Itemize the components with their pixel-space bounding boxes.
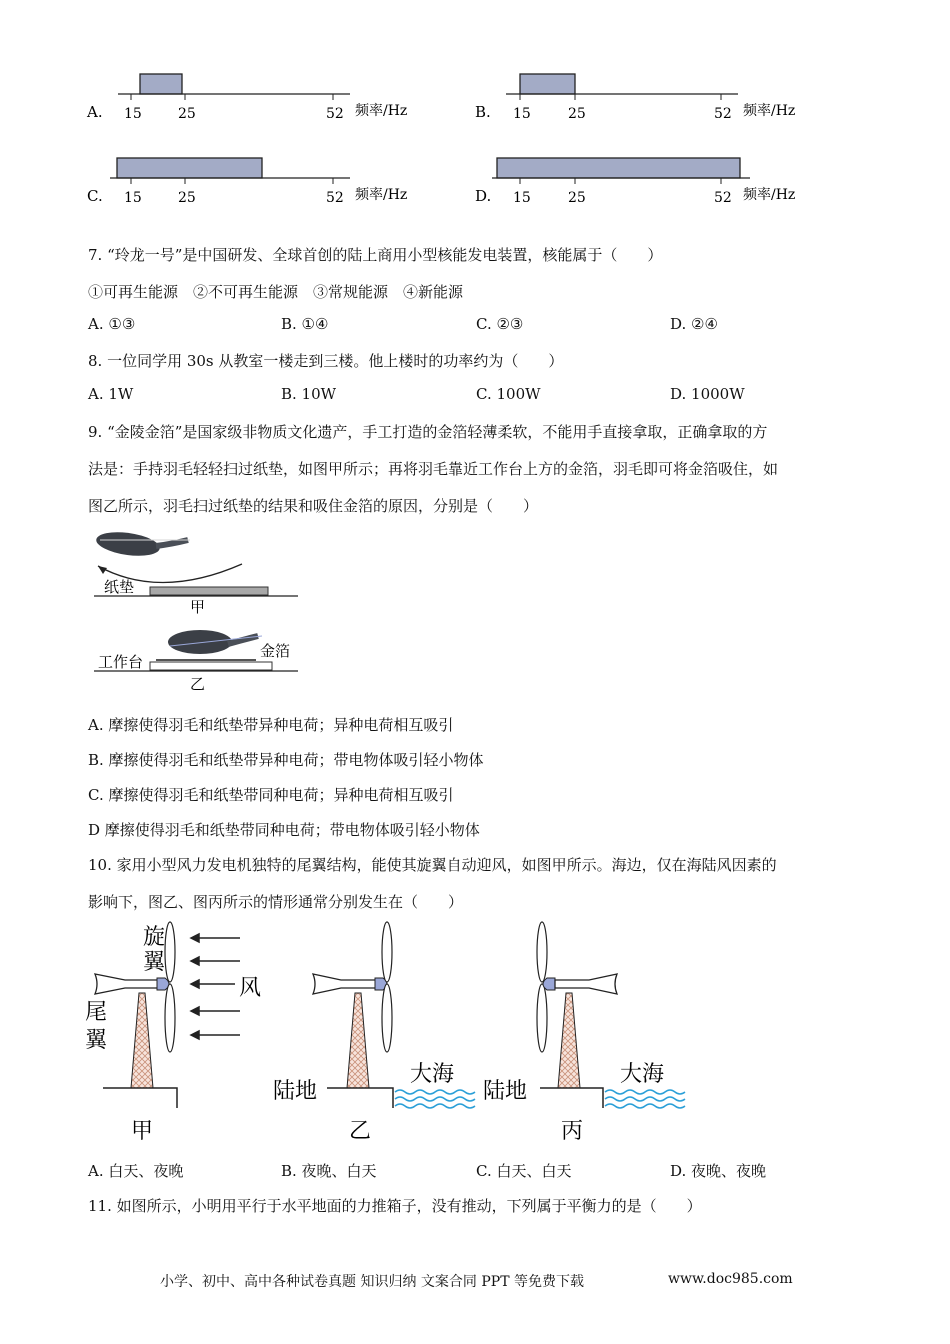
label-yi: 乙 [349,1119,372,1144]
frequency-options-figure [80,60,820,220]
freq-axis-unit: 频率/Hz [743,187,796,203]
q9-stem-line-2: 法是：手持羽毛轻轻扫过纸垫，如图甲所示；再将羽毛靠近工作台上方的金箔，羽毛即可将金箔吸住，如 [88,460,779,478]
freq-option-letter: A. [87,103,103,121]
label-bing: 丙 [561,1119,584,1144]
q8-option-c[interactable]: C. 100W [476,385,541,403]
freq-option-b [475,74,795,122]
wind-arrows [191,934,240,1039]
freq-tick: 52 [326,106,344,122]
freq-tick: 52 [714,106,732,122]
wind-turbine-figure [85,918,695,1148]
q7-option-c[interactable]: C. ②③ [476,315,524,333]
q9-option-c[interactable]: C. 摩擦使得羽毛和纸垫带同种电荷；异种电荷相互吸引 [88,786,454,804]
freq-tick: 15 [513,190,531,206]
freq-axis-unit: 频率/Hz [355,187,408,203]
label-paper-pad: 纸垫 [104,578,135,596]
sea-waves [605,1090,685,1108]
rotor-blade [165,984,175,1052]
freq-band-bar [497,158,740,178]
q9-stem-line-3: 图乙所示，羽毛扫过纸垫的结果和吸住金箔的原因，分别是（ ） [88,497,539,515]
label-jia: 甲 [131,1119,154,1144]
q8-option-d[interactable]: D. 1000W [670,385,745,403]
turbine-bing [483,922,685,1144]
feather-icon [95,529,190,560]
rotor-blade [382,922,392,982]
freq-tick: 25 [178,190,196,206]
paper-pad [150,587,268,595]
freq-axis-unit: 频率/Hz [355,103,408,119]
turbine-tail [95,974,165,994]
q8-option-a[interactable]: A. 1W [88,385,134,403]
rotor-blade [537,922,547,982]
freq-option-letter: D. [475,187,492,205]
freq-tick: 15 [513,106,531,122]
turbine-tower [347,993,369,1088]
figure-yi [94,630,298,693]
label-jia: 甲 [190,598,206,616]
ground-line [540,1088,603,1108]
q7-option-b[interactable]: B. ①④ [281,315,329,333]
label-work-table: 工作台 [98,653,144,671]
label-land: 陆地 [273,1079,318,1104]
rotor-blade [537,984,547,1052]
ground-line [103,1088,177,1108]
q7-option-a[interactable]: A. ①③ [88,315,136,333]
turbine-yi [273,922,475,1144]
rotor-blade [165,922,175,982]
freq-tick: 25 [178,106,196,122]
freq-option-d [475,158,795,206]
figure-jia [94,529,298,616]
q7-items: ①可再生能源 ②不可再生能源 ③常规能源 ④新能源 [88,283,464,301]
work-table [150,662,272,670]
freq-tick: 25 [568,106,586,122]
feather-icon [168,630,262,654]
rotor-blade [382,984,392,1052]
q10-stem-line-2: 影响下，图乙、图丙所示的情形通常分别发生在（ ） [88,893,464,911]
q8-stem: 8. 一位同学用 30s 从教室一楼走到三楼。他上楼时的功率约为（ ） [88,352,564,370]
freq-tick: 15 [124,190,142,206]
label-gold-foil: 金箔 [260,642,291,660]
label-sea: 大海 [410,1062,455,1087]
footer-url[interactable]: www.doc985.com [668,1271,793,1287]
q10-option-b[interactable]: B. 夜晚、白天 [281,1162,377,1180]
ground-line [327,1088,393,1108]
q10-option-a[interactable]: A. 白天、夜晚 [88,1162,184,1180]
q10-option-c[interactable]: C. 白天、白天 [476,1162,572,1180]
label-tail-1: 尾 [85,1000,108,1025]
turbine-tail [313,974,383,994]
turbine-tower [558,993,580,1088]
footer-text: 小学、初中、高中各种试卷真题 知识归纳 文案合同 PPT 等免费下载 [160,1274,584,1290]
freq-axis-unit: 频率/Hz [743,103,796,119]
freq-option-c [87,158,407,206]
label-rotor-2: 翼 [143,950,166,975]
q7-stem: 7. “玲龙一号”是中国研发、全球首创的陆上商用小型核能发电装置，核能属于（ ） [88,246,663,264]
label-sea: 大海 [620,1062,665,1087]
label-wind: 风 [239,976,262,1001]
freq-option-a [86,74,407,122]
freq-tick: 52 [714,190,732,206]
sweep-arrow-head [98,566,107,574]
freq-tick: 25 [568,190,586,206]
gold-foil-figure [90,526,305,696]
freq-band-bar [117,158,262,178]
freq-tick: 15 [124,106,142,122]
q10-option-d[interactable]: D. 夜晚、夜晚 [670,1162,767,1180]
turbine-jia [85,922,261,1144]
freq-tick: 52 [326,190,344,206]
sea-waves [395,1090,475,1108]
freq-option-letter: B. [475,103,491,121]
label-rotor-1: 旋 [143,925,166,950]
q8-option-b[interactable]: B. 10W [281,385,337,403]
label-land: 陆地 [483,1079,528,1104]
q11-stem: 11. 如图所示，小明用平行于水平地面的力推箱子，没有推动，下列属于平衡力的是（ ） [88,1197,702,1215]
freq-band-bar [140,74,182,94]
turbine-tail [555,974,617,994]
q9-option-a[interactable]: A. 摩擦使得羽毛和纸垫带异种电荷；异种电荷相互吸引 [88,716,454,734]
label-yi: 乙 [190,675,206,693]
freq-band-bar [520,74,575,94]
q9-stem-line-1: 9. “金陵金箔”是国家级非物质文化遗产，手工打造的金箔轻薄柔软，不能用手直接拿取，正确拿取的方 [88,423,768,441]
q9-option-b[interactable]: B. 摩擦使得羽毛和纸垫带异种电荷；带电物体吸引轻小物体 [88,751,484,769]
label-tail-2: 翼 [85,1028,108,1053]
turbine-hub [543,978,555,990]
q7-option-d[interactable]: D. ②④ [670,315,718,333]
freq-option-letter: C. [87,187,103,205]
q10-stem-line-1: 10. 家用小型风力发电机独特的尾翼结构，能使其旋翼自动迎风，如图甲所示。海边，仅在海陆风因素的 [88,856,777,874]
q9-option-d[interactable]: D 摩擦使得羽毛和纸垫带同种电荷；带电物体吸引轻小物体 [88,821,480,839]
turbine-tower [131,993,153,1088]
